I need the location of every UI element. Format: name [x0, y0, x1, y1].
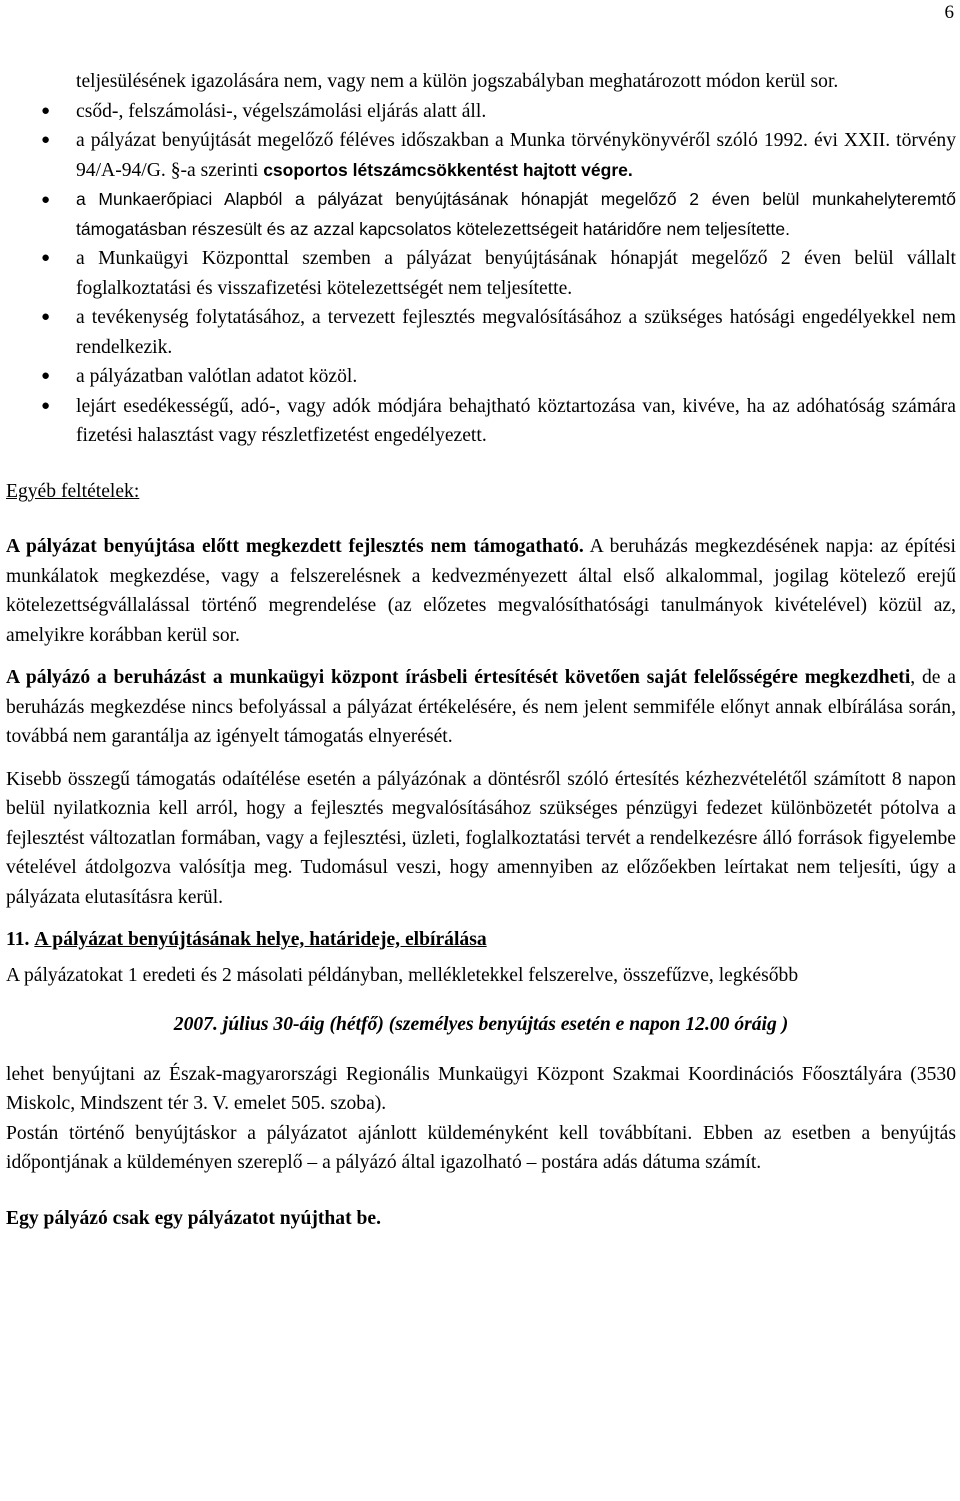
section-11-heading — [6, 925, 956, 955]
list-item — [6, 185, 956, 244]
exclusion-list — [6, 67, 956, 451]
paragraph-postal: Postán történő benyújtáskor a pályázatot ajánlott küldeményként kell továbbítani. Ebben az esetben a benyújtás időpontjának a küldeményen szereplő – a pályázó által igazolható – postára adás dátuma számít. — [6, 1122, 956, 1173]
paragraph-start-rule — [6, 532, 956, 650]
section-number: 11. — [6, 929, 30, 950]
list-item-continuation — [6, 67, 956, 97]
paragraph-submission-place: lehet benyújtani az Észak-magyarországi Regionális Munkaügyi Központ Szakmai Koordinációs Főosztályára (3530 Miskolc, Mindszent tér 3. V. emelet 505. szoba). — [6, 1063, 956, 1114]
list-item — [6, 362, 956, 392]
continuation-text: teljesülésének igazolására nem, vagy nem a külön jogszabályban meghatározott módon kerül sor. — [76, 71, 839, 92]
normal-text: , de a beruházás megkezdése nincs befolyással a pályázat értékelésére, és nem jelent semmiféle előnyt annak elbírálása során, továbbá nem garantálja az igényelt támogatás elnyerését. — [6, 667, 957, 747]
bullet-text: csőd-, felszámolási-, végelszámolási eljárás alatt áll. — [76, 100, 487, 122]
list-item — [6, 244, 956, 303]
bullet-icon: ● — [41, 132, 51, 148]
list-item — [6, 97, 956, 127]
list-item — [6, 126, 956, 185]
bullet-text: a pályázatban valótlan adatot közöl. — [76, 366, 358, 387]
list-item — [6, 303, 956, 362]
final-note: Egy pályázó csak egy pályázatot nyújthat be. — [6, 1207, 382, 1229]
bullet-icon: ● — [41, 191, 51, 208]
bold-text: A pályázó a beruházást a munkaügyi központ írásbeli értesítését követően saját felelősségére megkezdheti — [6, 667, 911, 688]
bullet-text: lejárt esedékességű, adó-, vagy adók módjára behajtható köztartozása van, kivéve, ha az adóhatóság számára fizetési halasztást vagy részletfizetést engedélyezett. — [76, 395, 956, 446]
normal-text: A beruházás megkezdésének napja: az építési munkálatok megkezdése, vagy a felszerelésnek a kedvezményezett által első alkalommal, jogilag kötelező erejű kötelezettségvállalással történő megrendelése (az előzetes megvalósíthatósági tanulmányok kivételével) közül az, amelyikre korábban kerül sor. — [6, 536, 956, 646]
deadline-text: 2007. július 30-áig (hétfő) (személyes benyújtás esetén e napon 12.00 óráig ) — [173, 1014, 789, 1035]
bullet-text: a tevékenység folytatásához, a tervezett fejlesztés megvalósításához a szükséges hatósági engedélyekkel nem rendelkezik. — [76, 307, 956, 358]
bullet-text: a Munkaerőpiaci Alapból a pályázat benyújtásának hónapját megelőző 2 éven belül munkahelyteremtő támogatásban részesült és az azzal kapcsolatos kötelezettségeit határidőre nem teljesítette. — [76, 189, 956, 239]
document-body — [6, 67, 956, 1233]
bullet-icon: ● — [41, 309, 51, 325]
paragraph-copies: A pályázatokat 1 eredeti és 2 másolati példányban, mellékletekkel felszerelve, összefűzve, legkésőbb — [6, 964, 799, 986]
list-item — [6, 392, 956, 451]
paragraph-small-grant: Kisebb összegű támogatás odaítélése esetén a pályázónak a döntésről szóló értesítés kézhezvételétől számított 8 napon belül nyilatkoznia kell arról, hogy a fejlesztés megvalósításához szükséges pénzügyi fedezet különbözetét pótolva a fejlesztést változatlan formában, vagy a fejlesztési, üzleti, foglalkoztatási tervét a rendelkezésre álló források figyelembe vételével átdolgozva valósítja meg. Tudomásul veszi, hogy amennyiben az előzőekben leírtakat nem teljesíti, úgy a pályázata elutasításra kerül. — [6, 768, 956, 908]
page-number: 6 — [944, 2, 954, 23]
bullet-text: a pályázat benyújtását megelőző féléves időszakban a Munka törvénykönyvéről szóló 1992. évi XXII. törvény 94/A-94/G. §-a szerinti — [76, 130, 956, 181]
bullet-text: a Munkaügyi Központtal szemben a pályázat benyújtásának hónapját megelőző 2 éven belül vállalt foglalkoztatási és visszafizetési kötelezettségét nem teljesítette. — [76, 248, 956, 299]
bullet-icon: ● — [41, 250, 51, 266]
bullet-text-bold: csoportos létszámcsökkentést hajtott végre. — [263, 159, 633, 180]
bold-text: A pályázat benyújtása előtt megkezdett fejlesztés nem támogatható. — [6, 536, 584, 557]
bullet-icon: ● — [41, 102, 51, 119]
section-title: A pályázat benyújtásának helye, határideje, elbírálása — [34, 929, 487, 950]
other-conditions-heading: Egyéb feltételek: — [6, 480, 140, 502]
bullet-icon: ● — [41, 368, 51, 384]
paragraph-own-risk — [6, 663, 956, 752]
bullet-icon: ● — [41, 397, 51, 414]
